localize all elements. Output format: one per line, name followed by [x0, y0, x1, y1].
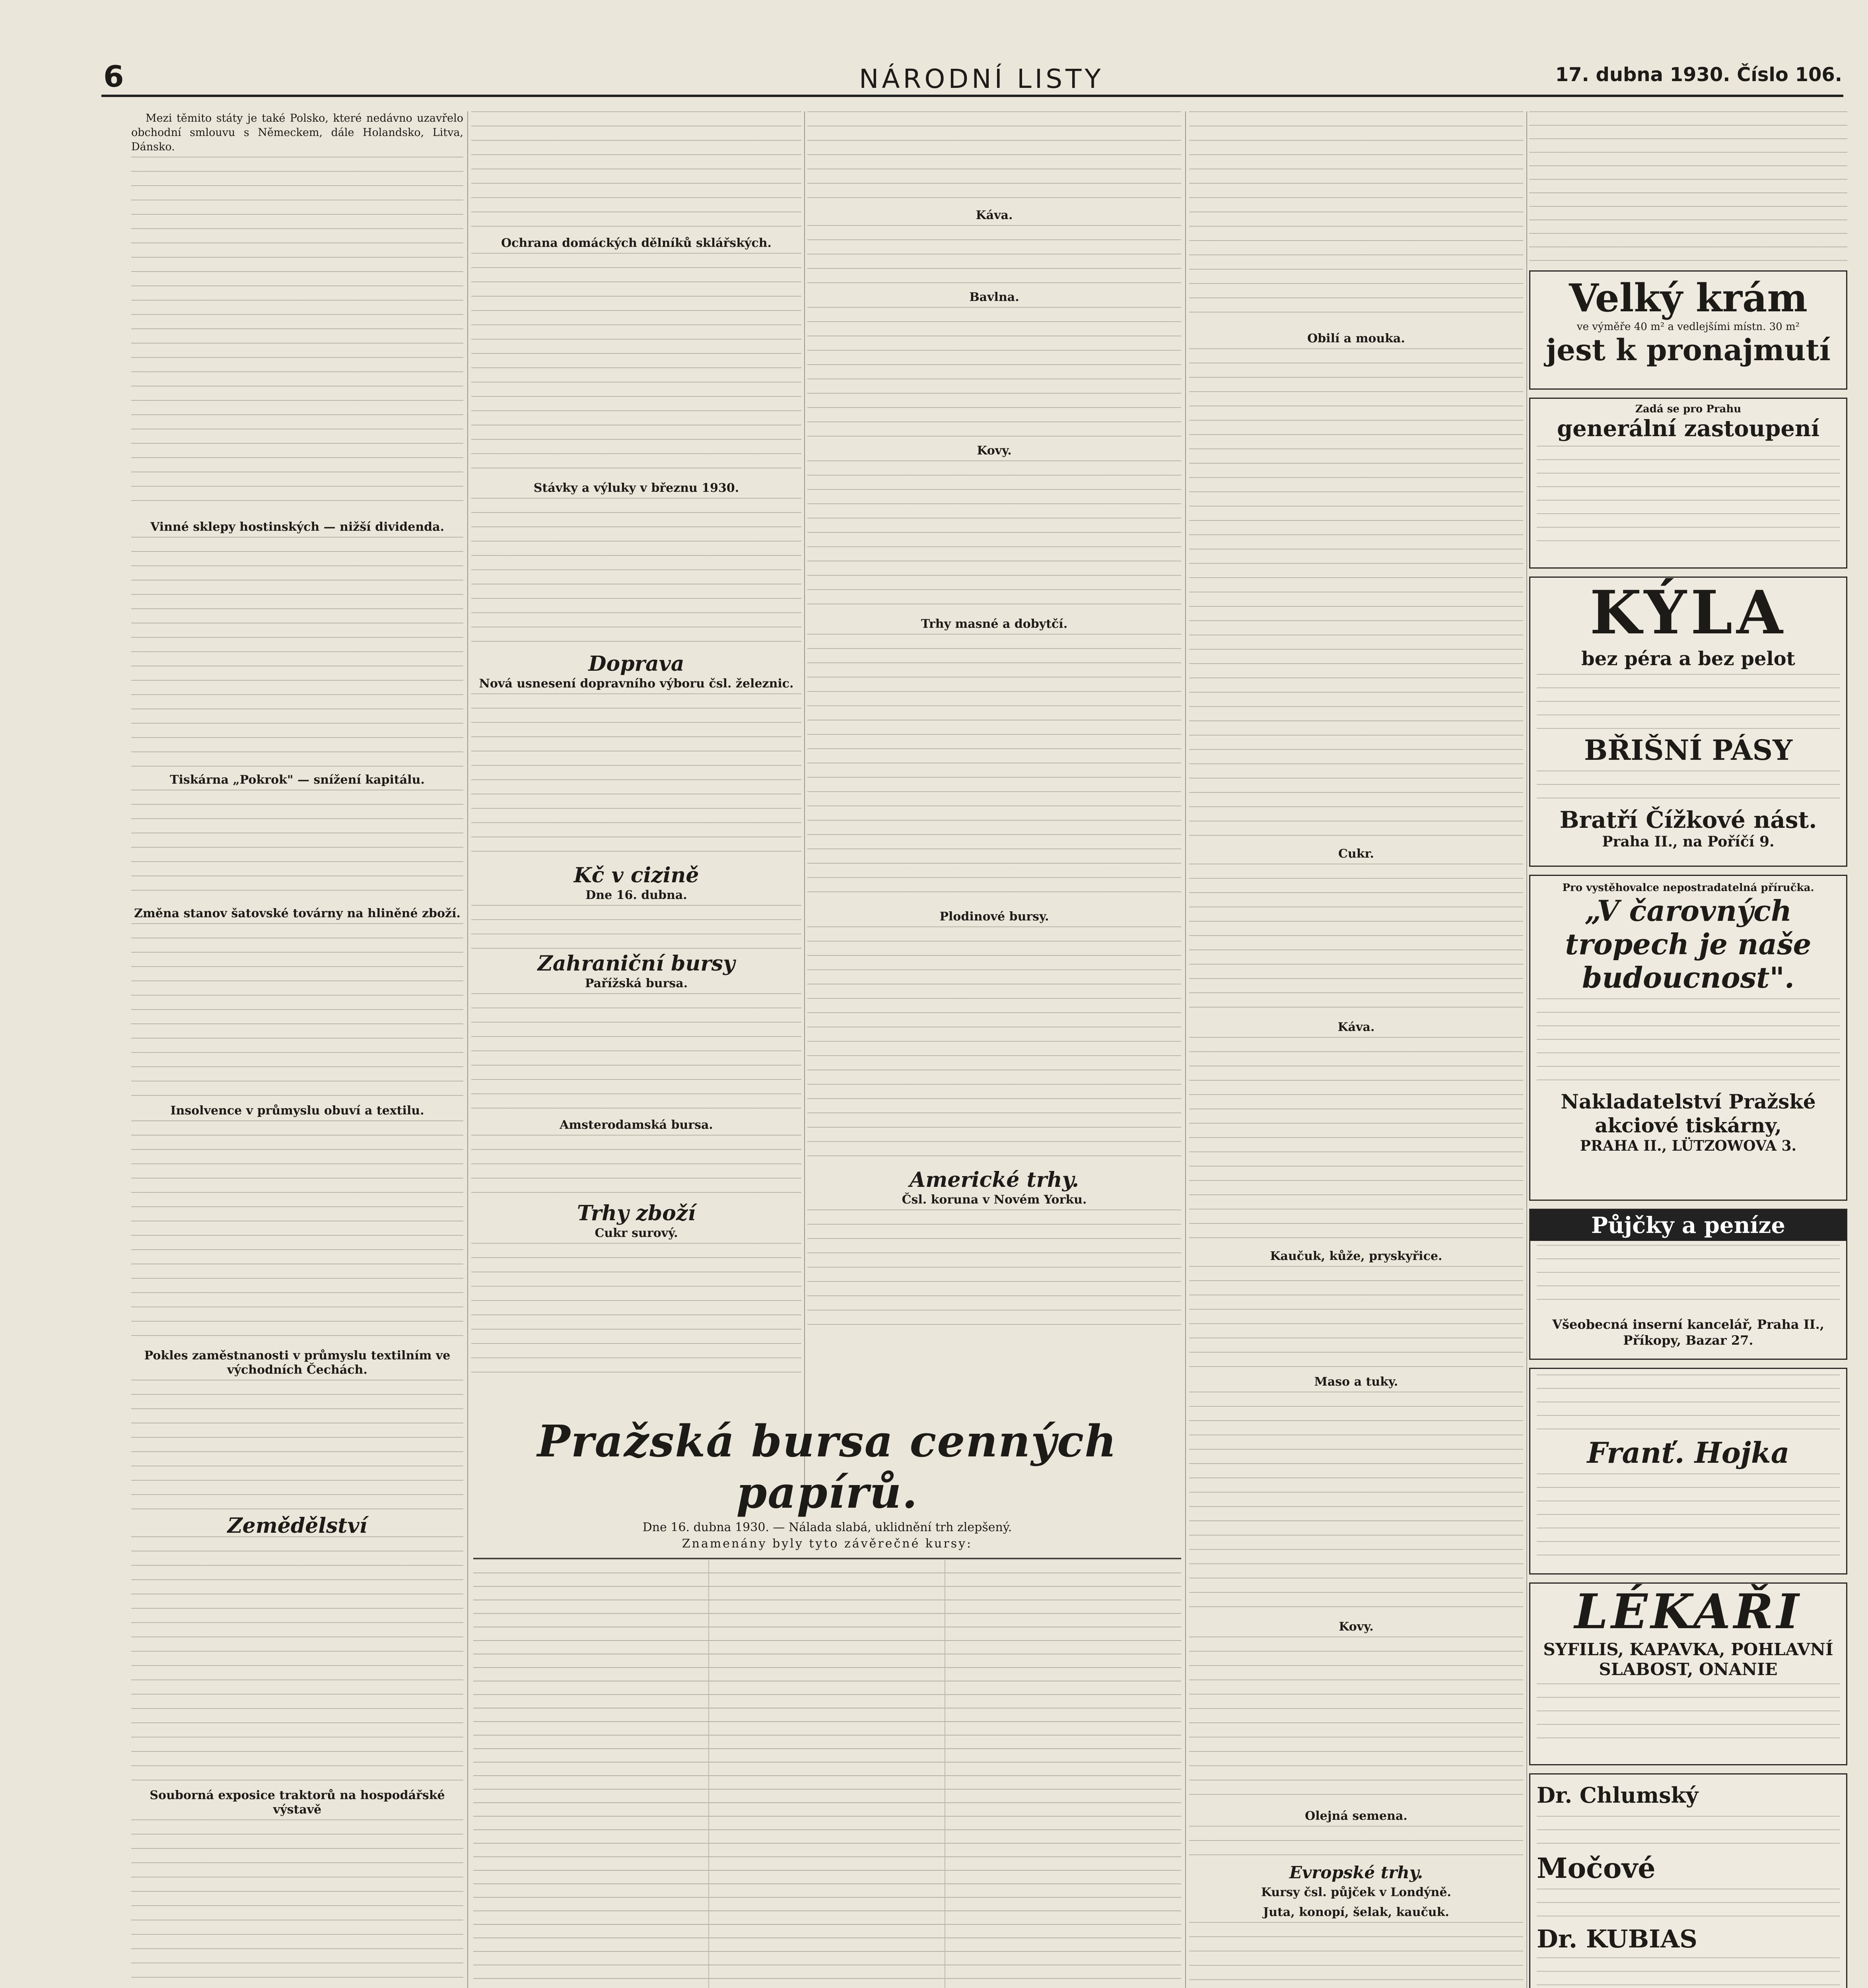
ad-headline: Močové: [1537, 1852, 1656, 1885]
ad-headline: SYFILIS, KAPAVKA, POHLAVNÍ SLABOST, ONANIE: [1543, 1640, 1833, 1679]
column-4: [1189, 111, 1523, 1988]
text-block: [471, 111, 801, 231]
text-block: [1189, 348, 1523, 841]
article-subheading: Amsterodamská bursa.: [560, 1118, 713, 1132]
ad-headline: Dr. KUBIAS: [1537, 1924, 1697, 1953]
article-heading: Změna stanov šatovské továrny na hliněné zboží.: [134, 907, 461, 920]
article-heading: Cukr.: [1338, 847, 1374, 861]
text-block: [1537, 1474, 1840, 1561]
text-block: [1537, 1683, 1840, 1743]
text-block: [471, 253, 801, 476]
section-heading: Zemědělství: [227, 1514, 367, 1538]
table-block: [471, 1243, 801, 1378]
quotes-column: [945, 1559, 1181, 1988]
ad-shop-rent: [1529, 270, 1847, 390]
article-heading: Kaučuk, kůže, pryskyřice.: [1270, 1249, 1442, 1263]
column-3: [807, 111, 1181, 1511]
article-heading: Bavlna.: [969, 290, 1019, 304]
text-block: [1537, 771, 1840, 802]
section-note: Znamenány byly tyto závěrečné kursy:: [682, 1537, 973, 1551]
text-block: [1189, 1637, 1523, 1804]
section-heading: Zahraniční bursy: [537, 951, 735, 976]
table-block: [807, 1209, 1181, 1329]
ad-loans: [1529, 1209, 1847, 1360]
text-block: [807, 634, 1181, 904]
issue-date: 17. dubna 1930. Číslo 106.: [1555, 64, 1842, 86]
article-heading: Vinné sklepy hostinských — nižší dividenda.: [150, 520, 445, 534]
text-block: [471, 498, 801, 649]
text-block: [1189, 1037, 1523, 1244]
column-divider: [467, 111, 468, 1988]
text-block: [471, 693, 801, 860]
ad-doctors: [1529, 1582, 1847, 1765]
article-subheading: Cukr surový.: [595, 1226, 678, 1240]
ad-headline: Nakladatelství Pražské akciové tiskárny,: [1561, 1090, 1816, 1137]
ad-headline: generální zastoupení: [1557, 415, 1819, 442]
text-block: [807, 307, 1181, 438]
text-block: [1189, 1266, 1523, 1369]
ad-headline: Bratří Čížkové nást.: [1559, 806, 1817, 833]
ad-headline: KÝLA: [1590, 578, 1787, 648]
article-heading: Maso a tuky.: [1314, 1375, 1398, 1389]
text-block: [131, 1380, 463, 1511]
column-divider: [1185, 111, 1186, 1988]
ad-headline: Franť. Hojka: [1587, 1436, 1790, 1470]
ad-headline: bez péra a bez pelot: [1581, 648, 1795, 670]
ad-headline: jest k pronajmutí: [1546, 333, 1831, 367]
text-block: [1537, 1889, 1840, 1920]
ad-text: PRAHA II., LÜTZOWOVA 3.: [1580, 1138, 1797, 1154]
text-block: [471, 905, 801, 949]
column-divider: [1526, 111, 1527, 1988]
article-heading: Káva.: [976, 208, 1013, 222]
ad-hernia: [1529, 577, 1847, 867]
table-block: [471, 993, 801, 1112]
text-block: [1537, 1245, 1840, 1312]
text-block: [131, 537, 463, 767]
article-heading: Pokles zaměstnanosti v průmyslu textilním ve východních Čechách.: [144, 1349, 451, 1377]
section-heading: Kč v cizině: [573, 863, 699, 887]
column-2: [471, 111, 801, 1511]
article-heading: Ochrana domáckých dělníků sklářských.: [501, 236, 772, 250]
ad-book: [1529, 875, 1847, 1201]
text-block: [807, 926, 1181, 1165]
text-block: [1537, 1375, 1840, 1430]
text-block: [1537, 446, 1840, 553]
text-block: [807, 225, 1181, 285]
ad-headline: Dr. Chlumský: [1537, 1782, 1699, 1808]
text-block: [131, 1120, 463, 1343]
article-heading: Káva.: [1337, 1020, 1375, 1034]
ad-text: Pro vystěhovalce nepostradatelná příručka.: [1562, 882, 1814, 894]
text-block: [1189, 864, 1523, 1015]
text-block: [1537, 1816, 1840, 1848]
text-block: [471, 1135, 801, 1198]
section-subtitle: Dne 16. dubna 1930. — Nálada slabá, uklidnění trh zlepšený.: [642, 1520, 1012, 1534]
ad-headline: Velký krám: [1569, 276, 1808, 320]
prague-stock-exchange-section: [473, 1415, 1181, 1988]
newspaper-title: NÁRODNÍ LISTY: [859, 64, 1104, 94]
article-heading: Stávky a výluky v březnu 1930.: [533, 481, 739, 495]
text-block: [1537, 674, 1840, 730]
ad-representation: [1529, 398, 1847, 569]
article-heading: Tiskárna „Pokrok" — snížení kapitálu.: [170, 773, 425, 787]
ad-text: Všeobecná inserní kancelář, Praha II., Příkopy, Bazar 27.: [1552, 1317, 1824, 1348]
article-heading: Plodinové bursy.: [939, 910, 1049, 924]
text-block: [1189, 111, 1523, 326]
ad-headline: LÉKAŘI: [1574, 1584, 1802, 1640]
article-heading: Souborná exposice traktorů na hospodářské výstavě: [150, 1788, 445, 1817]
article-heading: Trhy masné a dobytčí.: [921, 617, 1068, 631]
section-title: Pražská bursa cenných papírů.: [537, 1415, 1118, 1518]
article-subheading: Čsl. koruna v Novém Yorku.: [902, 1193, 1087, 1207]
quotes-column: [709, 1559, 945, 1988]
ad-headline: BŘIŠNÍ PÁSY: [1584, 734, 1793, 767]
article-heading: Kovy.: [977, 444, 1012, 458]
text-block: [1189, 1392, 1523, 1614]
article-heading: Kovy.: [1339, 1620, 1374, 1634]
ad-headline: „V čarovných tropech je naše budoucnost".: [1565, 894, 1812, 994]
article-text: Mezi těmito státy je také Polsko, které nedávno uzavřelo obchodní smlouvu s Německem, dále Holandsko, Litva, Dánsko.: [131, 112, 463, 153]
article-heading: Juta, konopí, šelak, kaučuk.: [1263, 1905, 1449, 1919]
article-subheading: Pařížská bursa.: [585, 977, 688, 990]
ads-column: [1529, 111, 1847, 1953]
ad-headline: Půjčky a peníze: [1530, 1210, 1846, 1241]
section-heading: Evropské trhy.: [1289, 1863, 1423, 1882]
text-block: [131, 790, 463, 901]
ad-text: ve výměře 40 m² a vedlejšími místn. 30 m²: [1576, 321, 1800, 333]
text-block: [1537, 1957, 1840, 1988]
column-1: [131, 111, 463, 1988]
article-subheading: Kursy čsl. půjček v Londýně.: [1261, 1885, 1451, 1899]
text-block: [1189, 1826, 1523, 1858]
text-block: [1189, 1922, 1523, 1988]
text-block: [131, 1536, 463, 1783]
table-block: [807, 111, 1181, 203]
article-heading: Olejná semena.: [1305, 1809, 1407, 1823]
ad-text: Praha II., na Poříčí 9.: [1602, 833, 1775, 850]
article-heading: Obilí a mouka.: [1307, 332, 1405, 346]
section-heading: Doprava: [588, 652, 684, 676]
quotes-table: [473, 1558, 1181, 1988]
ad-obituary: [1529, 1368, 1847, 1574]
text-block: [1537, 998, 1840, 1086]
ad-doctors-list: [1529, 1773, 1847, 1988]
text-block: [131, 1819, 463, 1988]
quotes-column: [473, 1559, 709, 1988]
page-number: 6: [103, 60, 124, 94]
article-heading: Insolvence v průmyslu obuví a textilu.: [170, 1104, 424, 1118]
text-block: [807, 460, 1181, 612]
column-divider: [804, 111, 805, 1511]
section-heading: Trhy zboží: [577, 1201, 696, 1225]
text-block: [1529, 111, 1847, 262]
section-heading: Americké trhy.: [909, 1168, 1079, 1192]
text-block: [131, 157, 463, 514]
masthead-rule: [101, 95, 1843, 97]
article-heading: Nová usnesení dopravního výboru čsl. železnic.: [479, 677, 794, 691]
text-block: [131, 923, 463, 1098]
article-subheading: Dne 16. dubna.: [585, 888, 687, 902]
ad-text: Zadá se pro Prahu: [1635, 403, 1742, 415]
